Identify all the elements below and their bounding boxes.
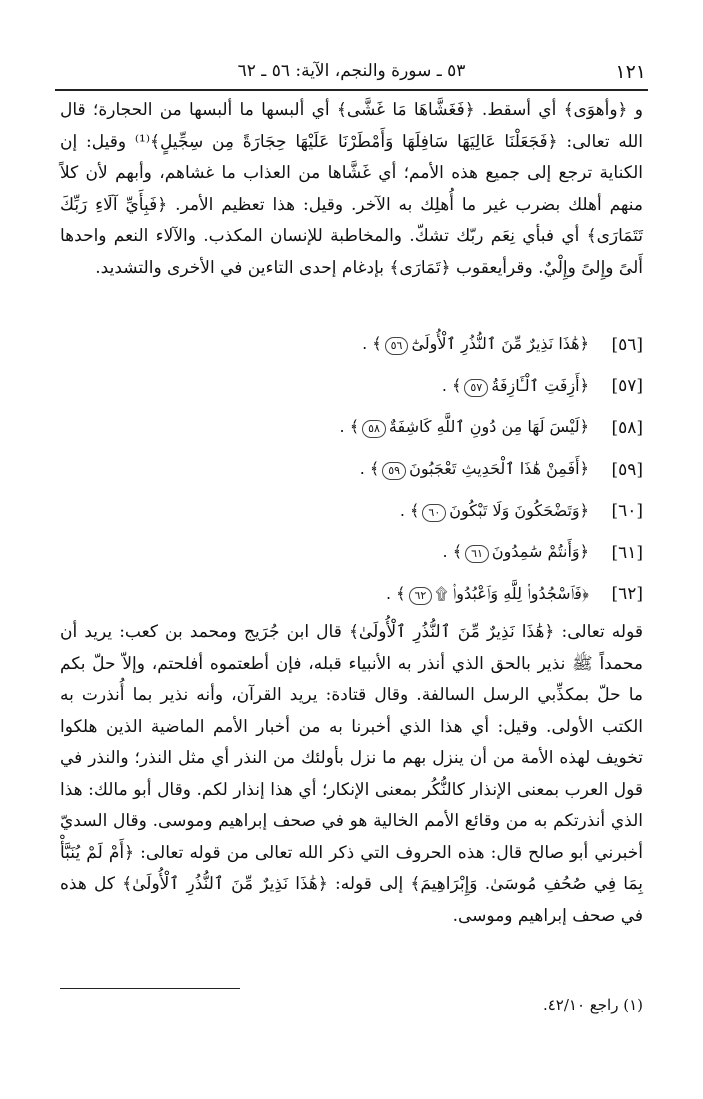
verse-body: ﴿لَيْسَ لَهَا مِن دُونِ ٱللَّهِ كَاشِفَةٌ [388,417,589,437]
verse-body: ﴿وَتَضْحَكُونَ وَلَا تَبْكُونَ [449,500,589,520]
verse-text [386,584,589,605]
verse-text [360,459,589,480]
verse-number: [٥٩] [611,459,643,480]
ayah-end-mark: ٦٢ [409,587,433,605]
verse-57 [60,366,643,408]
verse-number: [٥٦] [611,334,643,355]
verse-58 [60,407,643,449]
verse-number: [٦٠] [611,501,643,522]
verse-text [443,542,589,563]
verse-number: [٦١] [611,542,643,563]
verse-text [362,334,589,355]
page-number: ١٢١ [615,61,646,83]
verse-61 [60,532,643,574]
ayah-end-mark: ٥٨ [362,420,386,438]
ayah-end-mark: ٦١ [465,545,489,563]
verse-close: ﴾ . [399,500,420,520]
verse-number: [٥٧] [611,376,643,397]
verse-number: [٥٨] [611,417,643,438]
verse-body: ﴿فَٱسْجُدُوا۟ لِلَّهِ وَٱعْبُدُوا۟ ۩ [435,583,589,603]
verse-text [400,501,589,522]
verse-60 [60,490,643,532]
verse-list [60,324,643,615]
verse-59 [60,449,643,491]
verse-56 [60,324,643,366]
verse-number: [٦٢] [611,584,643,605]
header-title: ٥٣ ـ سورة والنجم، الآية: ٥٦ ـ ٦٢ [237,61,466,81]
verse-62 [60,574,643,616]
verse-body: ﴿هَٰذَا نَذِيرٌ مِّنَ ٱلنُّذُرِ ٱلْأُولَىٰٓ [411,334,589,354]
verse-close: ﴾ . [441,375,462,395]
ayah-end-mark: ٥٩ [382,462,406,480]
verse-text [340,417,589,438]
verse-text [442,376,589,397]
intro-paragraph: و ﴿وأهوَى﴾ أي أسقط. ﴿فَغَشَّاهَا مَا غَشَّى﴾ أي ألبسها ما ألبسها من الحجارة؛ قال الله تعالى: ﴿فَجَعَلْنَا عَالِيَهَا سَافِلَهَا وَأَمْطَرْنَا عَلَيْهَا حِجَارَةً مِن سِجِّيلٍ﴾⁽¹⁾ وقيل: إن الكناية ترجع إلى جميع هذه الأمم؛ أي غَشَّاها من العذاب ما غشاهم، وأبهم لأن كلاً منهم أهلك بضرب غير ما أُهلِك به الآخر. وقيل: هذا تعظيم الأمر. ﴿فَبِأَيِّ آلَاءِ رَبِّكَ تَتَمَارَى﴾ أي فبأي نِعَم ربّك تشكّ. والمخاطبة للإنسان المكذب. والآلاء النعم واحدها أَلىً وإِلىً وإِلْيٌ. وقرأيعقوب ﴿تَمَارَى﴾ بإدغام إحدى التاءين في الأخرى والتشديد. [60,100,643,278]
verse-body: ﴿وَأَنتُمْ سَٰمِدُونَ [491,542,589,562]
ayah-end-mark: ٥٧ [464,379,488,397]
running-header [55,55,648,89]
header-divider [55,89,648,91]
verse-close: ﴾ . [385,583,406,603]
verse-close: ﴾ . [442,542,463,562]
footnote: (١) راجع ٤٢/١٠. [542,996,643,1014]
verse-body: ﴿أَزِفَتِ ٱلْـَٔازِفَةُ [491,375,589,395]
verse-body: ﴿أَفَمِنْ هَٰذَا ٱلْحَدِيثِ تَعْجَبُونَ [409,459,589,479]
footnote-divider [60,988,240,989]
ayah-end-mark: ٥٦ [385,337,409,355]
commentary-paragraph: قوله تعالى: ﴿هَٰذَا نَذِيرٌ مِّنَ ٱلنُّذُرِ ٱلْأُولَىٰ﴾ قال ابن جُرَيج ومحمد بن كعب: يريد أن محمداً ﷺ نذير بالحق الذي أنذر به الأنبياء قبله، فإن أطعتموه أفلحتم، وإلاّ حلّ بكم ما حلّ بمكذِّبي الرسل السالفة. وقال قتادة: يريد القرآن، وأنه نذير بما أُنذرت به الكتب الأولى. وقيل: أي هذا الذي أخبرنا به من أخبار الأمم الماضية الذين هلكوا تخويف لهذه الأمة من أن ينزل بهم ما نزل بأولئك من النذر أي مثل النذر؛ والنذر في قول العرب بمعنى الإنذار كالنُّكُر بمعنى الإنكار؛ أي هذا إنذار لكم. وقال أبو مالك: هذا الذي أنذرتكم به من وقائع الأمم الخالية هو في صحف إبراهيم وموسى. وقال السديّ أخبرني أبو صالح قال: هذه الحروف التي ذكر الله تعالى من قوله تعالى: ﴿أَمْ لَمْ يُنَبَّأْ بِمَا فِي صُحُفِ مُوسَىٰ. وَإِبْرَاهِيمَ﴾ إلى قوله: ﴿هَٰذَا نَذِيرٌ مِّنَ ٱلنُّذُرِ ٱلْأُولَىٰ﴾ كل هذه في صحف إبراهيم وموسى. [60,622,643,926]
verse-close: ﴾ . [359,459,380,479]
ayah-end-mark: ٦٠ [422,504,446,522]
verse-close: ﴾ . [362,334,382,354]
verse-close: ﴾ . [339,417,360,437]
